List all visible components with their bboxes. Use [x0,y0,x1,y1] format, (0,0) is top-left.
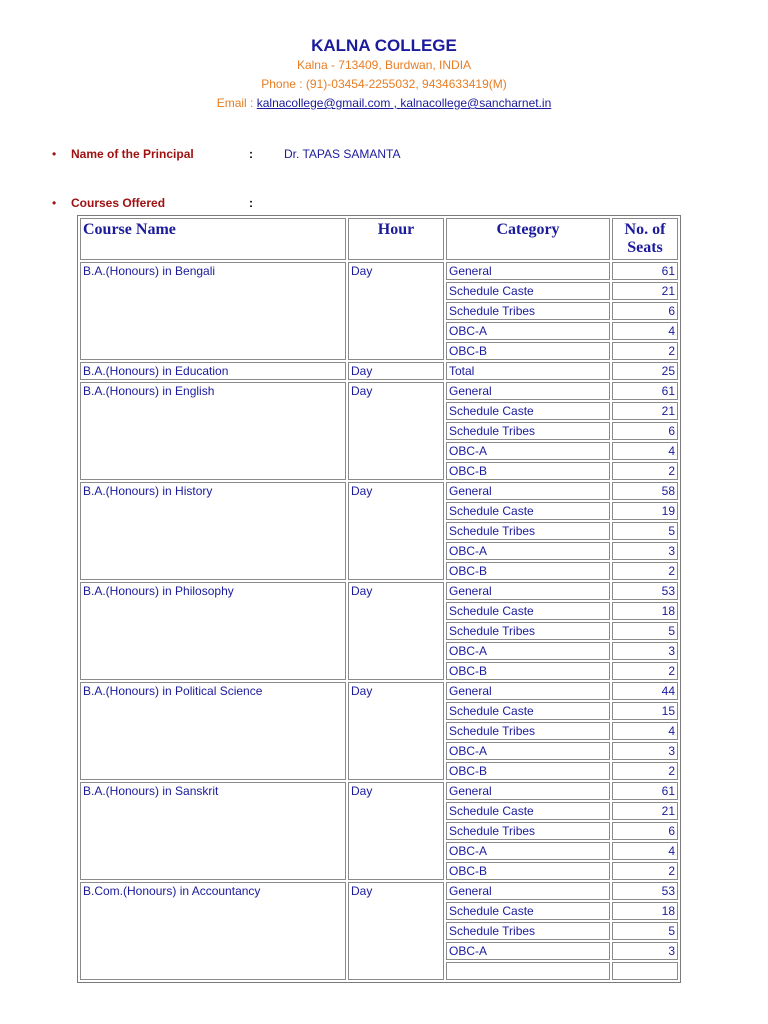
email-link-sancharnet[interactable]: kalnacollege@sancharnet.in [400,96,552,110]
seats-cell: 2 [612,342,678,360]
course-name-cell: B.A.(Honours) in English [80,382,346,480]
hour-cell: Day [348,782,444,880]
table-row [80,882,678,900]
courses-offered-colon: : [249,196,253,210]
table-row [80,782,678,800]
principal-colon: : [249,147,253,161]
college-header [0,36,768,113]
table-row [80,362,678,380]
course-name-cell: B.A.(Honours) in Political Science [80,682,346,780]
table-header-row [80,218,678,260]
bullet-icon: • [52,196,57,210]
category-cell: Schedule Tribes [446,722,610,740]
category-cell: General [446,262,610,280]
seats-cell: 61 [612,382,678,400]
table-row [80,382,678,400]
hour-cell: Day [348,382,444,480]
seats-cell: 15 [612,702,678,720]
category-cell: Schedule Caste [446,402,610,420]
seats-cell: 3 [612,942,678,960]
header-hour: Hour [348,218,444,260]
table-row [80,262,678,280]
category-cell: Schedule Caste [446,802,610,820]
seat-matrix-table [77,215,681,983]
course-name-cell: B.A.(Honours) in Philosophy [80,582,346,680]
seats-cell: 3 [612,642,678,660]
category-cell: Schedule Tribes [446,422,610,440]
category-cell: Schedule Tribes [446,622,610,640]
seats-cell: 4 [612,322,678,340]
courses-offered-label: Courses Offered [71,196,166,210]
header-course-name: Course Name [80,218,346,260]
seats-cell: 5 [612,922,678,940]
seats-cell: 4 [612,442,678,460]
seats-cell: 3 [612,742,678,760]
college-name: KALNA COLLEGE [311,36,457,55]
category-cell: OBC-A [446,842,610,860]
category-cell: Schedule Caste [446,282,610,300]
category-cell: Total [446,362,610,380]
category-cell: OBC-B [446,462,610,480]
header-no-of-seats: No. of Seats [612,218,678,260]
seats-cell: 21 [612,402,678,420]
seats-cell: 25 [612,362,678,380]
table-row [80,582,678,600]
seat-table-container [77,215,681,990]
table-body [80,262,678,980]
hour-cell: Day [348,882,444,980]
seats-cell: 21 [612,282,678,300]
seats-cell: 19 [612,502,678,520]
principal-row [52,145,472,163]
seats-cell: 21 [612,802,678,820]
email-prefix: Email : [216,96,257,110]
seats-cell: 3 [612,542,678,560]
seats-cell: 6 [612,422,678,440]
category-cell: OBC-B [446,342,610,360]
college-phone: Phone : (91)-03454-2255032, 9434633419(M) [261,77,507,91]
category-cell [446,962,610,980]
college-email-line [0,94,768,113]
seats-cell: 2 [612,662,678,680]
category-cell: OBC-A [446,742,610,760]
category-cell: Schedule Tribes [446,522,610,540]
category-cell: General [446,782,610,800]
courses-offered-row [52,194,312,212]
course-name-cell: B.A.(Honours) in Sanskrit [80,782,346,880]
category-cell: OBC-A [446,942,610,960]
category-cell: OBC-A [446,642,610,660]
seats-cell: 61 [612,262,678,280]
email-separator: , [390,96,401,110]
category-cell: Schedule Caste [446,702,610,720]
principal-name: Dr. TAPAS SAMANTA [284,147,401,161]
email-link-gmail[interactable]: kalnacollege@gmail.com [256,96,391,110]
table-row [80,482,678,500]
seats-cell: 61 [612,782,678,800]
seats-cell: 53 [612,582,678,600]
category-cell: OBC-B [446,762,610,780]
category-cell: OBC-B [446,862,610,880]
hour-cell: Day [348,262,444,360]
hour-cell: Day [348,482,444,580]
seats-cell: 2 [612,862,678,880]
seats-cell: 5 [612,622,678,640]
course-name-cell: B.A.(Honours) in Bengali [80,262,346,360]
seats-cell: 18 [612,602,678,620]
category-cell: General [446,482,610,500]
bullet-icon: • [52,147,57,161]
hour-cell: Day [348,362,444,380]
category-cell: Schedule Tribes [446,822,610,840]
seats-cell: 6 [612,822,678,840]
category-cell: OBC-A [446,322,610,340]
category-cell: OBC-A [446,542,610,560]
seats-cell: 58 [612,482,678,500]
seats-cell: 5 [612,522,678,540]
seats-cell: 18 [612,902,678,920]
course-name-cell: B.A.(Honours) in Education [80,362,346,380]
course-name-cell: B.A.(Honours) in History [80,482,346,580]
category-cell: Schedule Tribes [446,922,610,940]
category-cell: Schedule Caste [446,502,610,520]
category-cell: OBC-A [446,442,610,460]
category-cell: General [446,382,610,400]
college-address: Kalna - 713409, Burdwan, INDIA [296,58,472,72]
category-cell: Schedule Tribes [446,302,610,320]
seats-cell: 2 [612,562,678,580]
seats-cell: 4 [612,722,678,740]
seats-cell [612,962,678,980]
category-cell: General [446,582,610,600]
category-cell: OBC-B [446,562,610,580]
category-cell: Schedule Caste [446,902,610,920]
course-name-cell: B.Com.(Honours) in Accountancy [80,882,346,980]
seats-cell: 53 [612,882,678,900]
category-cell: OBC-B [446,662,610,680]
hour-cell: Day [348,682,444,780]
hour-cell: Day [348,582,444,680]
category-cell: General [446,682,610,700]
category-cell: Schedule Caste [446,602,610,620]
seats-cell: 2 [612,762,678,780]
principal-label: Name of the Principal [71,147,194,161]
seats-cell: 6 [612,302,678,320]
seats-cell: 2 [612,462,678,480]
seats-cell: 4 [612,842,678,860]
header-category: Category [446,218,610,260]
seats-cell: 44 [612,682,678,700]
table-row [80,682,678,700]
category-cell: General [446,882,610,900]
